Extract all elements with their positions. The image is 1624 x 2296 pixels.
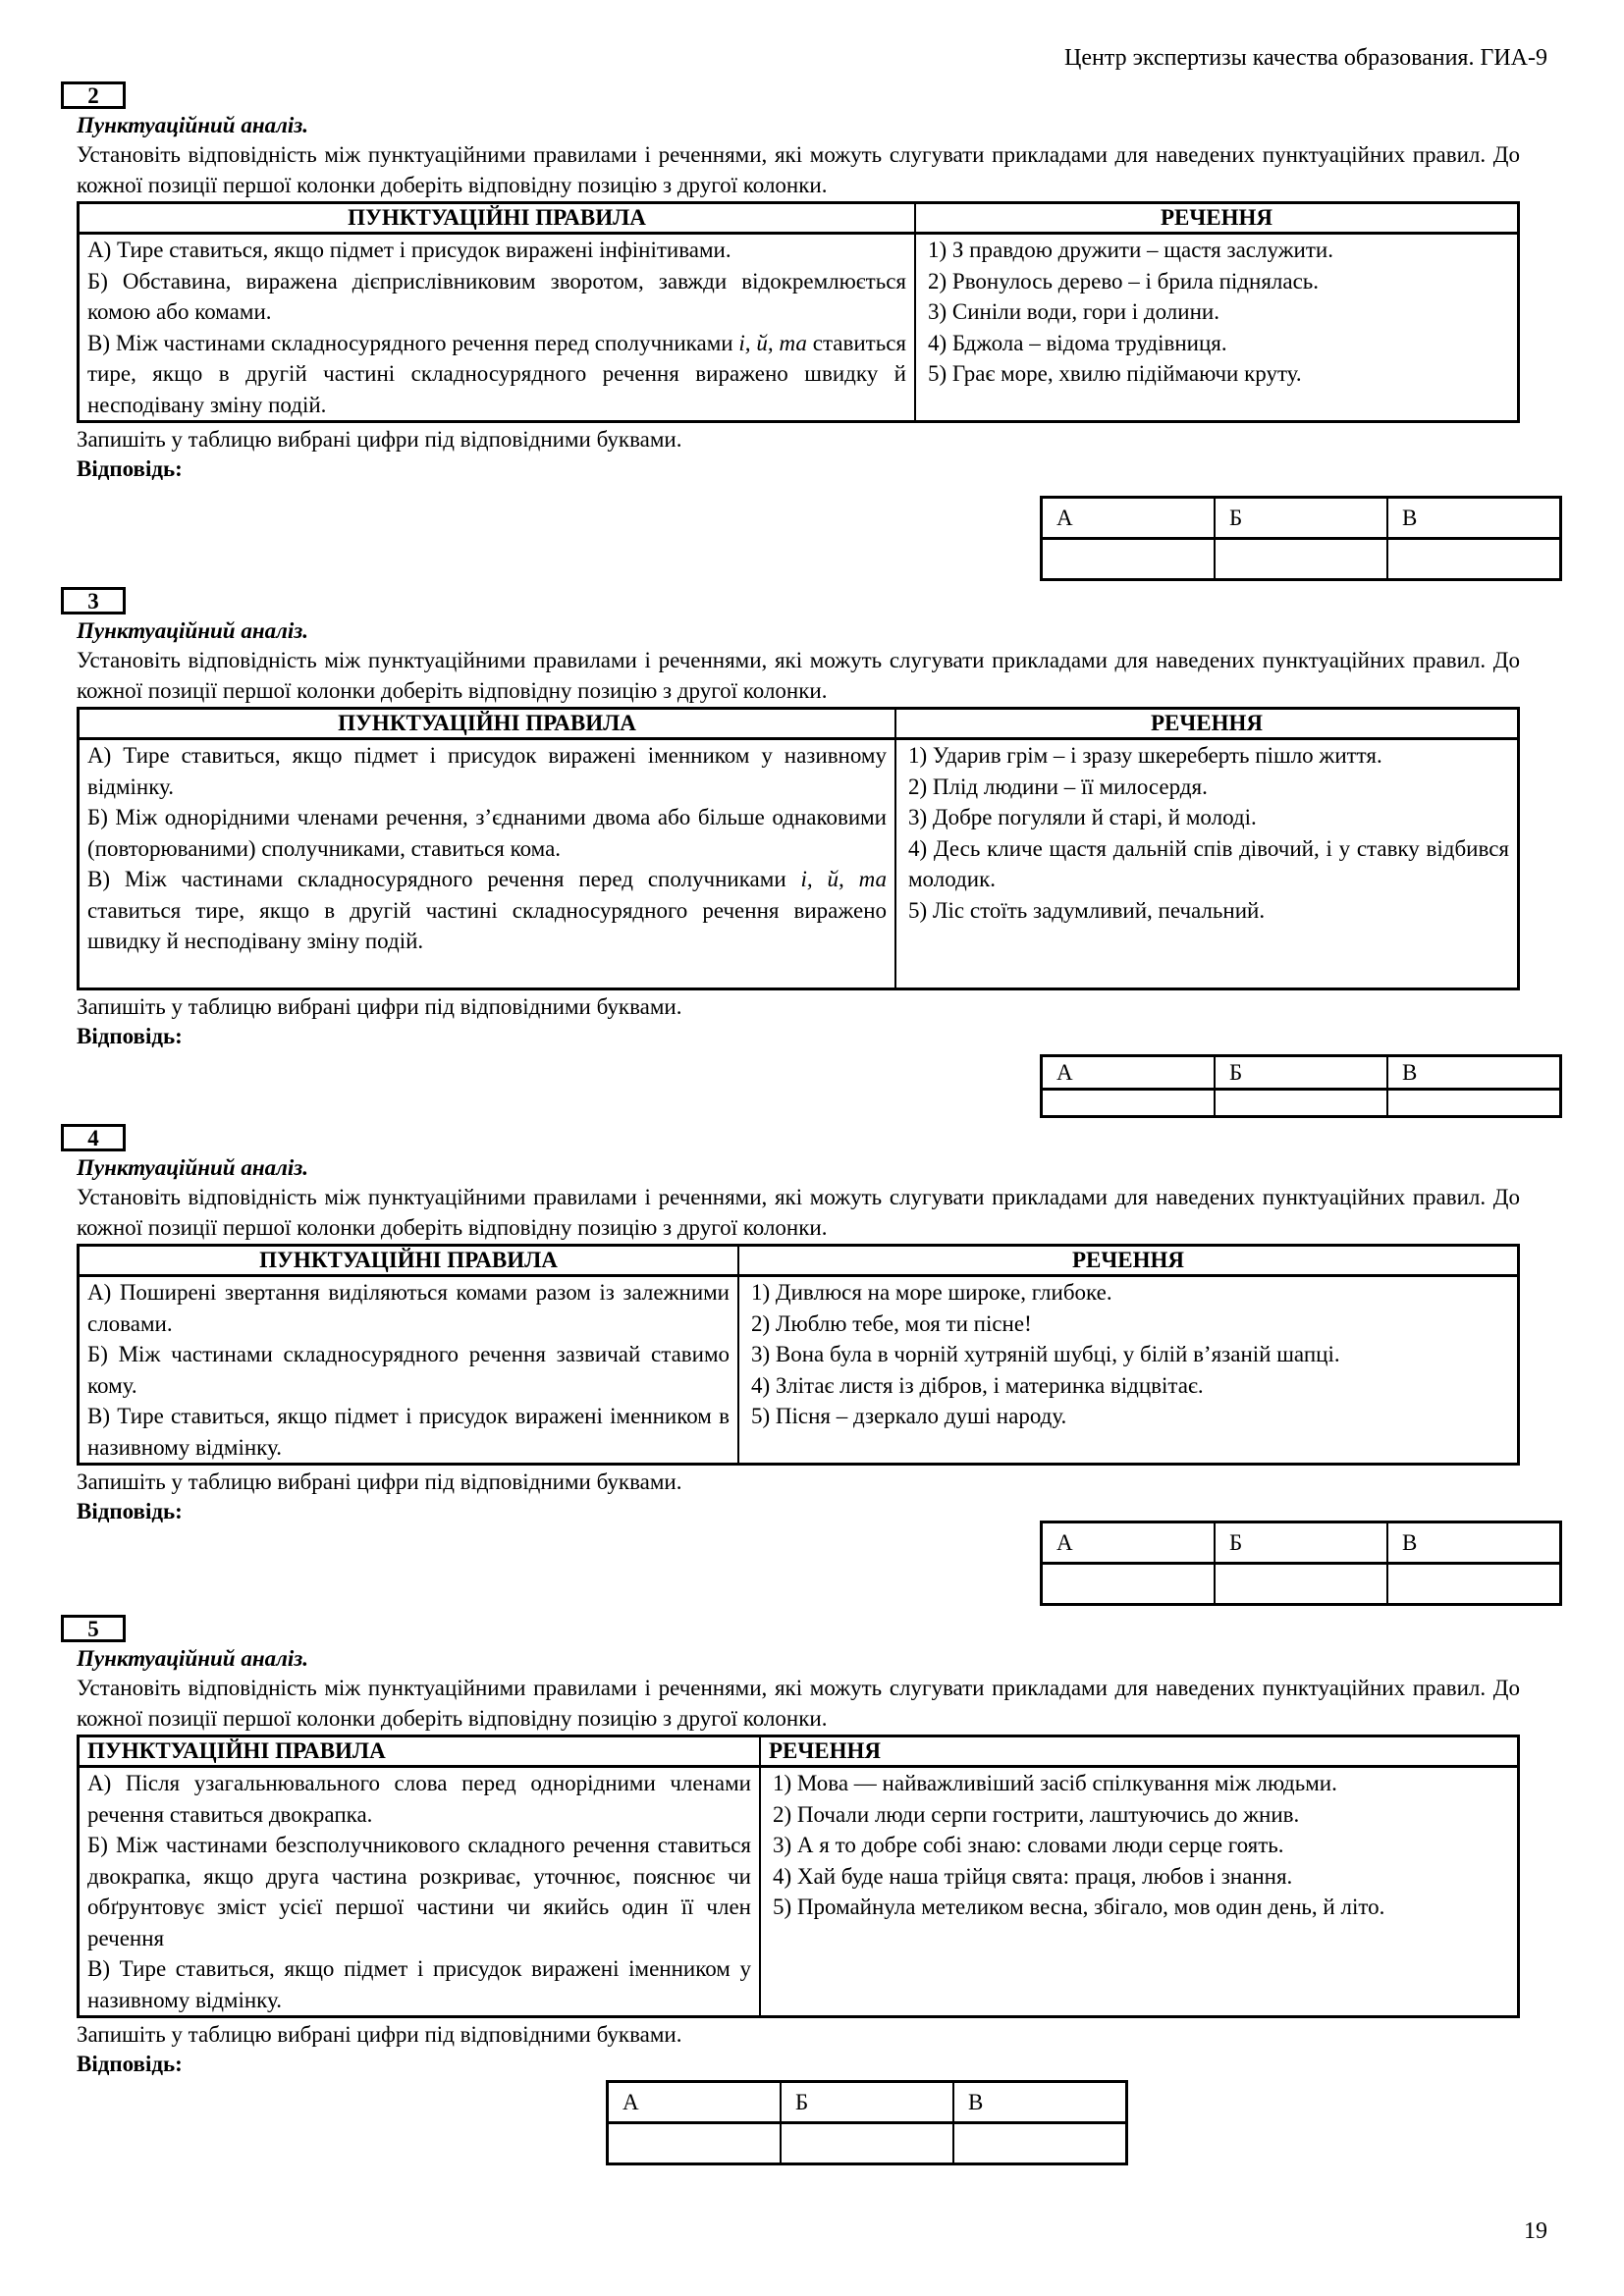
sentence-item: 3) Добре погуляли й старі, й молоді. <box>908 805 1257 829</box>
answer-input-a[interactable] <box>1042 539 1216 580</box>
rules-cell <box>79 739 896 989</box>
answer-input-c[interactable] <box>1387 1090 1561 1117</box>
sentence-item: 1) Мова — найважливіший засіб спілкування між людьми. <box>773 1771 1337 1795</box>
answer-note: Запишіть у таблицю вибрані цифри під відповідними буквами. <box>77 427 682 452</box>
task-subtitle: Пунктуаційний аналіз. <box>77 1155 309 1180</box>
answer-table <box>1040 1054 1562 1118</box>
rule-text: В) Між частинами складносурядного речення перед сполучниками <box>87 330 739 355</box>
sentence-item: 5) Пісня – дзеркало душі народу. <box>751 1404 1067 1428</box>
answer-letter: А <box>1042 498 1216 539</box>
answer-letter: А <box>608 2082 782 2123</box>
answer-label: Відповідь: <box>77 456 183 481</box>
answer-input-c[interactable] <box>1387 1564 1561 1605</box>
answer-table <box>606 2080 1128 2165</box>
task-3 <box>77 587 1520 1050</box>
rule-item <box>87 864 887 957</box>
task-instruction: Установіть відповідність між пунктуаційними правилами і реченнями, які можуть слугувати прикладами для наведених пунктуаційних правил. До кожної позиції першої колонки доберіть відповідну позицію з другої колонки. <box>77 1676 1520 1731</box>
rules-column-header: ПУНКТУАЦІЙНІ ПРАВИЛА <box>79 1736 761 1767</box>
rule-item: Б) Між частинами складносурядного речення зазвичай ставимо кому. <box>87 1342 730 1398</box>
answer-note: Запишіть у таблицю вибрані цифри під відповідними буквами. <box>77 2022 682 2047</box>
sentence-item: 2) Плід людини – її милосердя. <box>908 774 1208 799</box>
matching-table <box>77 1735 1520 2018</box>
answer-letter: Б <box>1215 1522 1387 1564</box>
task-number-box: 2 <box>61 81 126 109</box>
rule-text: ставиться тире, якщо в другій частині складносурядного речення виражено швидку й несподівану зміну подій. <box>87 330 907 417</box>
rule-item: А) Поширені звертання виділяються комами разом із залежними словами. <box>87 1280 730 1336</box>
sentence-item: 5) Промайнула метеликом весна, збігало, мов один день, й літо. <box>773 1895 1385 1919</box>
rule-item: В) Тире ставиться, якщо підмет і присудок виражені іменником в називному відмінку. <box>87 1404 730 1460</box>
answer-letter: Б <box>1215 498 1387 539</box>
answer-input-c[interactable] <box>953 2123 1127 2164</box>
answer-note: Запишіть у таблицю вибрані цифри під відповідними буквами. <box>77 994 682 1019</box>
answer-letter: А <box>1042 1056 1216 1090</box>
answer-input-b[interactable] <box>1215 1564 1387 1605</box>
answer-letter: В <box>1387 1056 1561 1090</box>
sentence-item: 3) Вона була в чорній хутряній шубці, у білій в’язаній шапці. <box>751 1342 1340 1366</box>
sentence-item: 1) Дивлюся на море широке, глибоке. <box>751 1280 1112 1305</box>
sentence-item: 4) Десь кличе щастя дальній спів дівочий, і у ставку відбився молодик. <box>908 835 1509 891</box>
sentences-column-header: РЕЧЕННЯ <box>915 203 1519 234</box>
sentences-column-header: РЕЧЕННЯ <box>895 709 1519 739</box>
answer-label: Відповідь: <box>77 1499 183 1523</box>
sentences-cell <box>738 1276 1519 1465</box>
rule-text: ставиться тире, якщо в другій частині складносурядного речення виражено швидку й несподівану зміну подій. <box>87 897 887 953</box>
rule-item: А) Тире ставиться, якщо підмет і присудок виражені іменником у називному відмінку. <box>87 743 887 799</box>
sentence-item: 1) Ударив грім – і зразу шкереберть пішло життя. <box>908 743 1382 768</box>
sentence-item: 5) Ліс стоїть задумливий, печальний. <box>908 897 1266 923</box>
rule-text: В) Між частинами складносурядного речення перед сполучниками <box>87 867 801 891</box>
rules-cell <box>79 1276 739 1465</box>
rules-cell <box>79 234 916 422</box>
answer-input-b[interactable] <box>781 2123 953 2164</box>
rule-item <box>87 328 906 421</box>
rule-item: А) Після узагальнювального слова перед однорідними членами речення ставиться двокрапка. <box>87 1771 751 1827</box>
rule-item: Б) Обставина, виражена дієприслівниковим зворотом, завжди відокремлюється комою або комами. <box>87 268 906 324</box>
sentence-item: 3) Синіли води, гори і долини. <box>928 299 1219 324</box>
page-number: 19 <box>1524 2218 1547 2244</box>
answer-letter: В <box>1387 498 1561 539</box>
task-4 <box>77 1124 1520 1525</box>
sentence-item: 2) Рвонулось дерево – і брила піднялась. <box>928 268 1320 294</box>
rule-item: Б) Між частинами безсполучникового складного речення ставиться двокрапка, якщо друга частина розкриває, уточнює, пояснює чи обґрунтовує зміст усієї першої частини чи якийсь один її член речення <box>87 1833 751 1950</box>
answer-letter: Б <box>781 2082 953 2123</box>
answer-input-c[interactable] <box>1387 539 1561 580</box>
sentences-column-header: РЕЧЕННЯ <box>760 1736 1519 1767</box>
answer-table <box>1040 1521 1562 1606</box>
answer-label: Відповідь: <box>77 1024 183 1048</box>
answer-note: Запишіть у таблицю вибрані цифри під відповідними буквами. <box>77 1469 682 1494</box>
task-subtitle: Пунктуаційний аналіз. <box>77 113 309 137</box>
answer-input-a[interactable] <box>1042 1564 1216 1605</box>
task-number-box: 5 <box>61 1615 126 1642</box>
matching-table <box>77 1244 1520 1466</box>
rules-column-header: ПУНКТУАЦІЙНІ ПРАВИЛА <box>79 1246 739 1276</box>
answer-letter: Б <box>1215 1056 1387 1090</box>
answer-input-a[interactable] <box>608 2123 782 2164</box>
rules-column-header: ПУНКТУАЦІЙНІ ПРАВИЛА <box>79 203 916 234</box>
answer-table <box>1040 496 1562 581</box>
matching-table <box>77 201 1520 423</box>
answer-input-b[interactable] <box>1215 1090 1387 1117</box>
answer-letter: А <box>1042 1522 1216 1564</box>
answer-letter: В <box>1387 1522 1561 1564</box>
task-number-box: 4 <box>61 1124 126 1151</box>
task-2 <box>77 81 1520 483</box>
sentences-cell <box>895 739 1519 989</box>
sentence-item: 4) Бджола – відома трудівниця. <box>928 330 1227 355</box>
rules-cell <box>79 1767 761 2017</box>
task-number-box: 3 <box>61 587 126 614</box>
answer-input-a[interactable] <box>1042 1090 1216 1117</box>
task-5 <box>77 1615 1520 2078</box>
sentence-item: 4) Хай буде наша трійця свята: праця, любов і знання. <box>773 1863 1293 1889</box>
task-subtitle: Пунктуаційний аналіз. <box>77 618 309 643</box>
document-header: Центр экспертизы качества образования. ГИА-9 <box>1064 45 1547 71</box>
sentences-cell <box>915 234 1519 422</box>
conjunctions: і, й, та <box>738 330 807 355</box>
sentence-item: 1) З правдою дружити – щастя заслужити. <box>928 238 1333 262</box>
sentence-item: 4) Злітає листя із дібров, і материнка відцвітає. <box>751 1372 1204 1398</box>
task-instruction: Установіть відповідність між пунктуаційними правилами і реченнями, які можуть слугувати прикладами для наведених пунктуаційних правил. До кожної позиції першої колонки доберіть відповідну позицію з другої колонки. <box>77 648 1520 703</box>
rule-item: А) Тире ставиться, якщо підмет і присудок виражені інфінітивами. <box>87 238 731 262</box>
task-subtitle: Пунктуаційний аналіз. <box>77 1646 309 1671</box>
matching-table <box>77 707 1520 990</box>
task-instruction: Установіть відповідність між пунктуаційними правилами і реченнями, які можуть слугувати прикладами для наведених пунктуаційних правил. До кожної позиції першої колонки доберіть відповідну позицію з другої колонки. <box>77 142 1520 197</box>
sentence-item: 2) Почали люди серпи гострити, лаштуючись до жнив. <box>773 1801 1300 1827</box>
sentence-item: 3) А я то добре собі знаю: словами люди серце гоять. <box>773 1833 1284 1857</box>
answer-input-b[interactable] <box>1215 539 1387 580</box>
rule-item: Б) Між однорідними членами речення, з’єднаними двома або більше однаковими (повторюваними) сполучниками, ставиться кома. <box>87 805 887 861</box>
task-instruction: Установіть відповідність між пунктуаційними правилами і реченнями, які можуть слугувати прикладами для наведених пунктуаційних правил. До кожної позиції першої колонки доберіть відповідну позицію з другої колонки. <box>77 1185 1520 1240</box>
answer-letter: В <box>953 2082 1127 2123</box>
answer-label: Відповідь: <box>77 2052 183 2076</box>
sentences-cell <box>760 1767 1519 2017</box>
rules-column-header: ПУНКТУАЦІЙНІ ПРАВИЛА <box>79 709 896 739</box>
sentence-item: 5) Грає море, хвилю підіймаючи круту. <box>928 361 1302 386</box>
rule-item: В) Тире ставиться, якщо підмет і присудок виражені іменником у називному відмінку. <box>87 1956 751 2012</box>
sentence-item: 2) Люблю тебе, моя ти пісне! <box>751 1310 1032 1336</box>
conjunctions: і, й, та <box>800 867 887 891</box>
sentences-column-header: РЕЧЕННЯ <box>738 1246 1519 1276</box>
